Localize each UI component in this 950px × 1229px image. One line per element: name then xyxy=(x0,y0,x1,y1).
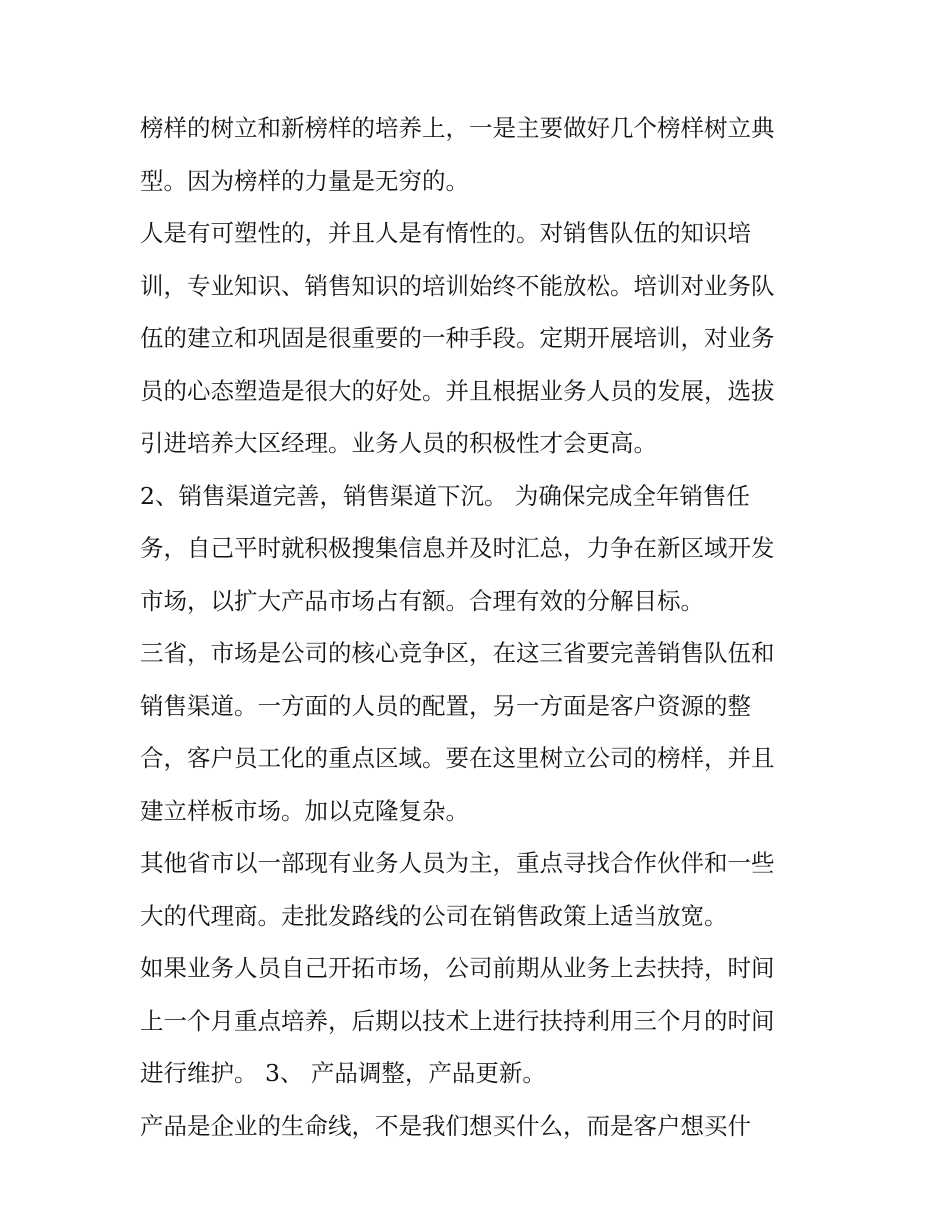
text-line: 其他省市以一部现有业务人员为主，重点寻找合作伙伴和一些 xyxy=(140,849,775,877)
document-body xyxy=(140,102,820,1152)
text-line: 上一个月重点培养，后期以技术上进行扶持利用三个月的时间 xyxy=(140,1006,775,1035)
text-line: 型。因为榜样的力量是无穷的。 xyxy=(140,166,469,195)
text-line: 建立样板市场。加以克隆复杂。 xyxy=(140,796,469,825)
text-line: 人是有可塑性的，并且人是有惰性的。对销售队伍的知识培 xyxy=(140,219,751,247)
text-line: 务，自己平时就积极搜集信息并及时汇总，力争在新区域开发 xyxy=(140,534,775,562)
text-line: 如果业务人员自己开拓市场，公司前期从业务上去扶持，时间 xyxy=(140,954,775,982)
text-line: 销售渠道。一方面的人员的配置，另一方面是客户资源的整 xyxy=(140,691,751,720)
text-line: 引进培养大区经理。业务人员的积极性才会更高。 xyxy=(140,429,657,457)
text-line: 三省，市场是公司的核心竞争区，在这三省要完善销售队伍和 xyxy=(140,639,775,667)
text-line: 榜样的树立和新榜样的培养上，一是主要做好几个榜样树立典 xyxy=(140,114,775,142)
text-line: 进行维护。 3、 产品调整，产品更新。 xyxy=(140,1059,546,1087)
text-line: 训，专业知识、销售知识的培训始终不能放松。培训对业务队 xyxy=(140,271,775,300)
text-line: 合，客户员工化的重点区域。要在这里树立公司的榜样，并且 xyxy=(140,744,775,772)
text-line: 员的心态塑造是很大的好处。并且根据业务人员的发展，选拔 xyxy=(140,376,775,405)
text-line: 产品是企业的生命线，不是我们想买什么，而是客户想买什 xyxy=(140,1111,751,1140)
text-line: 大的代理商。走批发路线的公司在销售政策上适当放宽。 xyxy=(140,901,728,930)
text-line: 伍的建立和巩固是很重要的一种手段。定期开展培训，对业务 xyxy=(140,324,775,352)
text-line: 2、销售渠道完善，销售渠道下沉。 为确保完成全年销售任 xyxy=(140,481,750,510)
text-line: 市场，以扩大产品市场占有额。合理有效的分解目标。 xyxy=(140,586,704,615)
